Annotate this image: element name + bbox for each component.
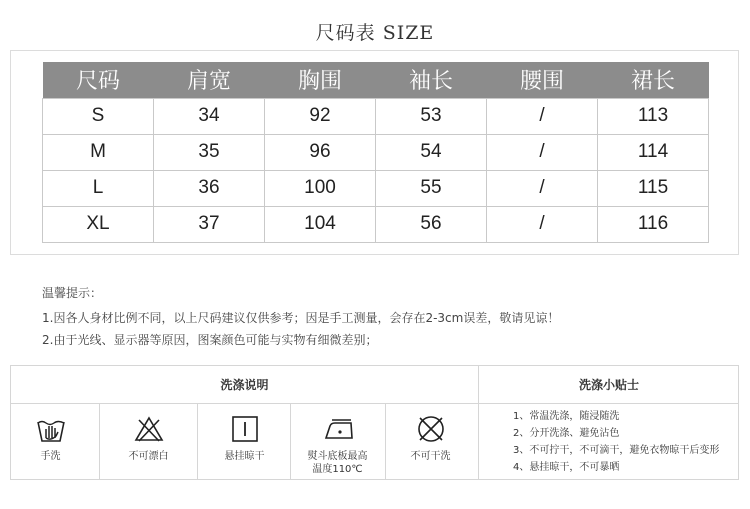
header-bust: 胸围: [265, 62, 376, 98]
table-cell: 96: [265, 134, 376, 170]
table-cell: 36: [154, 170, 265, 206]
header-shoulder: 肩宽: [154, 62, 265, 98]
table-cell: /: [487, 206, 598, 242]
care-item-hand-wash: [2, 404, 99, 481]
hang-dry-icon: [230, 414, 260, 444]
table-row: [43, 134, 709, 170]
table-cell: XL: [43, 206, 154, 242]
iron-icon: [323, 414, 355, 444]
table-cell: 113: [598, 98, 709, 134]
table-cell: 114: [598, 134, 709, 170]
list-item: 2、分开洗涤、避免沾色: [513, 428, 620, 439]
care-item-no-dry-clean: [382, 404, 479, 481]
table-cell: M: [43, 134, 154, 170]
header-size: 尺码: [43, 62, 154, 98]
care-label: [289, 450, 386, 476]
list-item: 3、不可拧干，不可滴干，避免衣物晾干后变形: [513, 445, 720, 456]
care-label-line: 熨斗底板最高: [307, 451, 368, 462]
hand-wash-icon: [36, 414, 66, 444]
table-cell: /: [487, 98, 598, 134]
care-label: 不可漂白: [128, 451, 169, 462]
table-cell: L: [43, 170, 154, 206]
table-cell: /: [487, 170, 598, 206]
care-label-line: 温度110℃: [312, 464, 363, 475]
no-bleach-icon: [134, 414, 164, 444]
table-cell: 115: [598, 170, 709, 206]
table-cell: /: [487, 134, 598, 170]
note-item: 1.因各人身材比例不同，以上尺码建议仅供参考；因是手工测量，会存在2-3cm误差，敬请见谅！: [42, 311, 560, 325]
size-table-header-row: [43, 62, 709, 98]
care-tips-list: [513, 408, 719, 476]
list-item: 1、常温洗涤，随浸随洗: [513, 411, 620, 422]
table-row: [43, 206, 709, 242]
header-sleeve: 袖长: [376, 62, 487, 98]
notes-section: [42, 282, 559, 351]
care-tips-title: 洗涤小贴士: [479, 366, 739, 404]
list-item: 4、悬挂晾干，不可暴晒: [513, 462, 620, 473]
care-label: 手洗: [40, 451, 61, 462]
size-table: [42, 62, 709, 243]
note-item: 2.由于光线、显示器等原因，图案颜色可能与实物有细微差别；: [42, 333, 378, 347]
header-length: 裙长: [598, 62, 709, 98]
table-cell: 54: [376, 134, 487, 170]
table-cell: 92: [265, 98, 376, 134]
table-row: [43, 170, 709, 206]
care-item-iron: [289, 404, 386, 481]
table-cell: 56: [376, 206, 487, 242]
table-cell: S: [43, 98, 154, 134]
care-item-no-bleach: [100, 404, 197, 481]
size-chart-panel: [10, 50, 739, 255]
care-instructions-title: 洗涤说明: [11, 366, 478, 404]
page-title: 尺码表 SIZE: [315, 22, 435, 44]
table-cell: 35: [154, 134, 265, 170]
header-waist: 腰围: [487, 62, 598, 98]
table-cell: 55: [376, 170, 487, 206]
table-cell: 53: [376, 98, 487, 134]
table-cell: 104: [265, 206, 376, 242]
table-cell: 116: [598, 206, 709, 242]
table-row: [43, 98, 709, 134]
care-label: 不可干洗: [410, 451, 451, 462]
care-item-hang-dry: [196, 404, 293, 481]
table-cell: 100: [265, 170, 376, 206]
no-dry-clean-icon: [416, 414, 446, 444]
table-cell: 37: [154, 206, 265, 242]
notes-heading: 温馨提示：: [42, 286, 103, 300]
care-section: [10, 365, 739, 480]
care-label: 悬挂晾干: [224, 451, 265, 462]
table-cell: 34: [154, 98, 265, 134]
